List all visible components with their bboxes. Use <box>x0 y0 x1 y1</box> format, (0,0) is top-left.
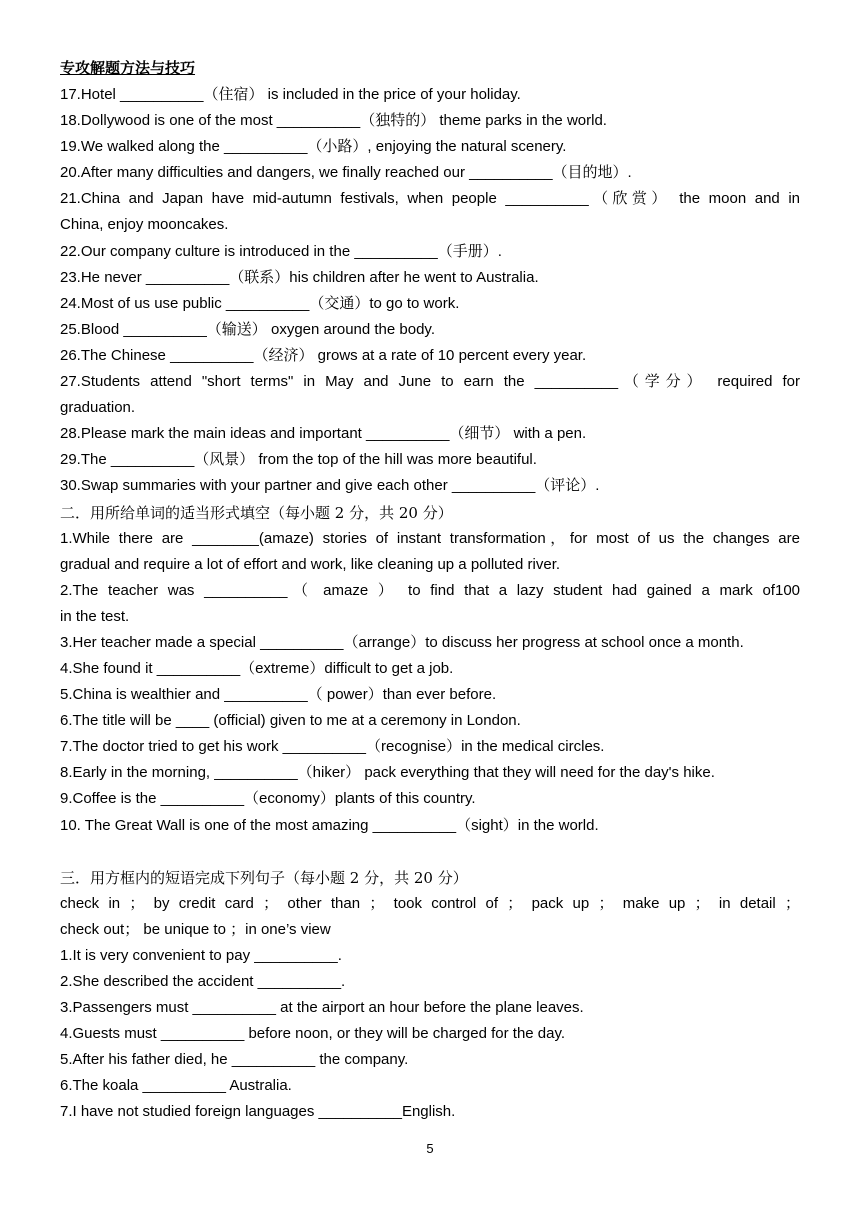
phrase-list-line-1: check in ； by credit card ； other than ； took control of ； pack up ； make up ； in detail ； <box>60 894 800 912</box>
question-2-1-cont: gradual and require a lot of effort and work, like cleaning up a polluted river. <box>60 555 561 573</box>
question-19: 19.We walked along the __________（小路）, enjoying the natural scenery. <box>60 138 567 156</box>
question-26: 26.The Chinese __________（经济） grows at a rate of 10 percent every year. <box>60 346 587 364</box>
question-2-3: 3.Her teacher made a special __________（arrange）to discuss her progress at school once a month. <box>60 633 744 651</box>
question-23: 23.He never __________（联系）his children after he went to Australia. <box>60 268 539 286</box>
question-2-5: 5.China is wealthier and __________（ power）than ever before. <box>60 686 497 704</box>
part2-questions <box>60 526 800 839</box>
question-30: 30.Swap summaries with your partner and give each other __________（评论）. <box>60 477 600 495</box>
question-2-4: 4.She found it __________（extreme）difficult to get a job. <box>60 659 454 677</box>
question-29: 29.The __________（风景） from the top of the hill was more beautiful. <box>60 451 537 469</box>
question-17: 17.Hotel __________（住宿） is included in the price of your holiday. <box>60 86 521 103</box>
part3-questions <box>60 943 800 1126</box>
question-2-9: 9.Coffee is the __________（economy）plants of this country. <box>60 790 476 808</box>
question-22: 22.Our company culture is introduced in the __________（手册）. <box>60 242 502 260</box>
question-3-5: 5.After his father died, he __________ the company. <box>60 1051 409 1069</box>
question-21-cont: China, enjoy mooncakes. <box>60 216 229 234</box>
phrase-list-line-2: check out； be unique to ；in one’s view <box>60 920 331 938</box>
question-2-7: 7.The doctor tried to get his work __________（recognise）in the medical circles. <box>60 738 605 756</box>
question-21: 21.China and Japan have mid-autumn festivals, when people __________（欣赏） the moon and in <box>60 190 800 208</box>
page-header: 专攻解题方法与技巧 <box>60 60 196 77</box>
blank-spacer <box>60 839 800 865</box>
question-2-8: 8.Early in the morning, __________（hiker） pack everything that they will need for the day's hike. <box>60 764 715 782</box>
part1-questions <box>60 82 800 500</box>
question-27-cont: graduation. <box>60 399 136 417</box>
question-3-6: 6.The koala __________ Australia. <box>60 1077 292 1095</box>
phrase-box <box>60 891 800 943</box>
question-2-2-cont: in the test. <box>60 607 130 625</box>
question-3-2: 2.She described the accident __________. <box>60 972 346 990</box>
question-24: 24.Most of us use public __________（交通）to go to work. <box>60 294 460 312</box>
question-3-3: 3.Passengers must __________ at the airport an hour before the plane leaves. <box>60 999 584 1016</box>
question-27: 27.Students attend "short terms" in May and June to earn the __________（学分） required for <box>60 373 800 391</box>
question-2-10: 10. The Great Wall is one of the most amazing __________（sight）in the world. <box>60 816 599 834</box>
document-page <box>60 56 800 1125</box>
question-18: 18.Dollywood is one of the most __________（独特的） theme parks in the world. <box>60 112 607 130</box>
question-3-4: 4.Guests must __________ before noon, or they will be charged for the day. <box>60 1025 566 1043</box>
question-3-1: 1.It is very convenient to pay __________. <box>60 946 342 964</box>
section-3-title: 三．用方框内的短语完成下列句子（每小题 2 分，共 20 分） <box>60 868 468 887</box>
question-25: 25.Blood __________（输送） oxygen around the body. <box>60 320 435 338</box>
question-20: 20.After many difficulties and dangers, we finally reached our __________（目的地）. <box>60 164 632 182</box>
question-28: 28.Please mark the main ideas and important __________（细节） with a pen. <box>60 425 587 443</box>
question-2-6: 6.The title will be ____ (official) given to me at a ceremony in London. <box>60 712 521 730</box>
question-2-2: 2.The teacher was __________（ amaze ） to find that a lazy student had gained a mark of100 <box>60 581 800 599</box>
question-2-1: 1.While there are ________(amaze) stories of instant transformation，for most of us the changes are <box>60 529 800 547</box>
page-number: 5 <box>426 1141 434 1156</box>
question-3-7: 7.I have not studied foreign languages __________English. <box>60 1103 456 1121</box>
section-2-title: 二．用所给单词的适当形式填空（每小题 2 分，共 20 分） <box>60 503 453 522</box>
